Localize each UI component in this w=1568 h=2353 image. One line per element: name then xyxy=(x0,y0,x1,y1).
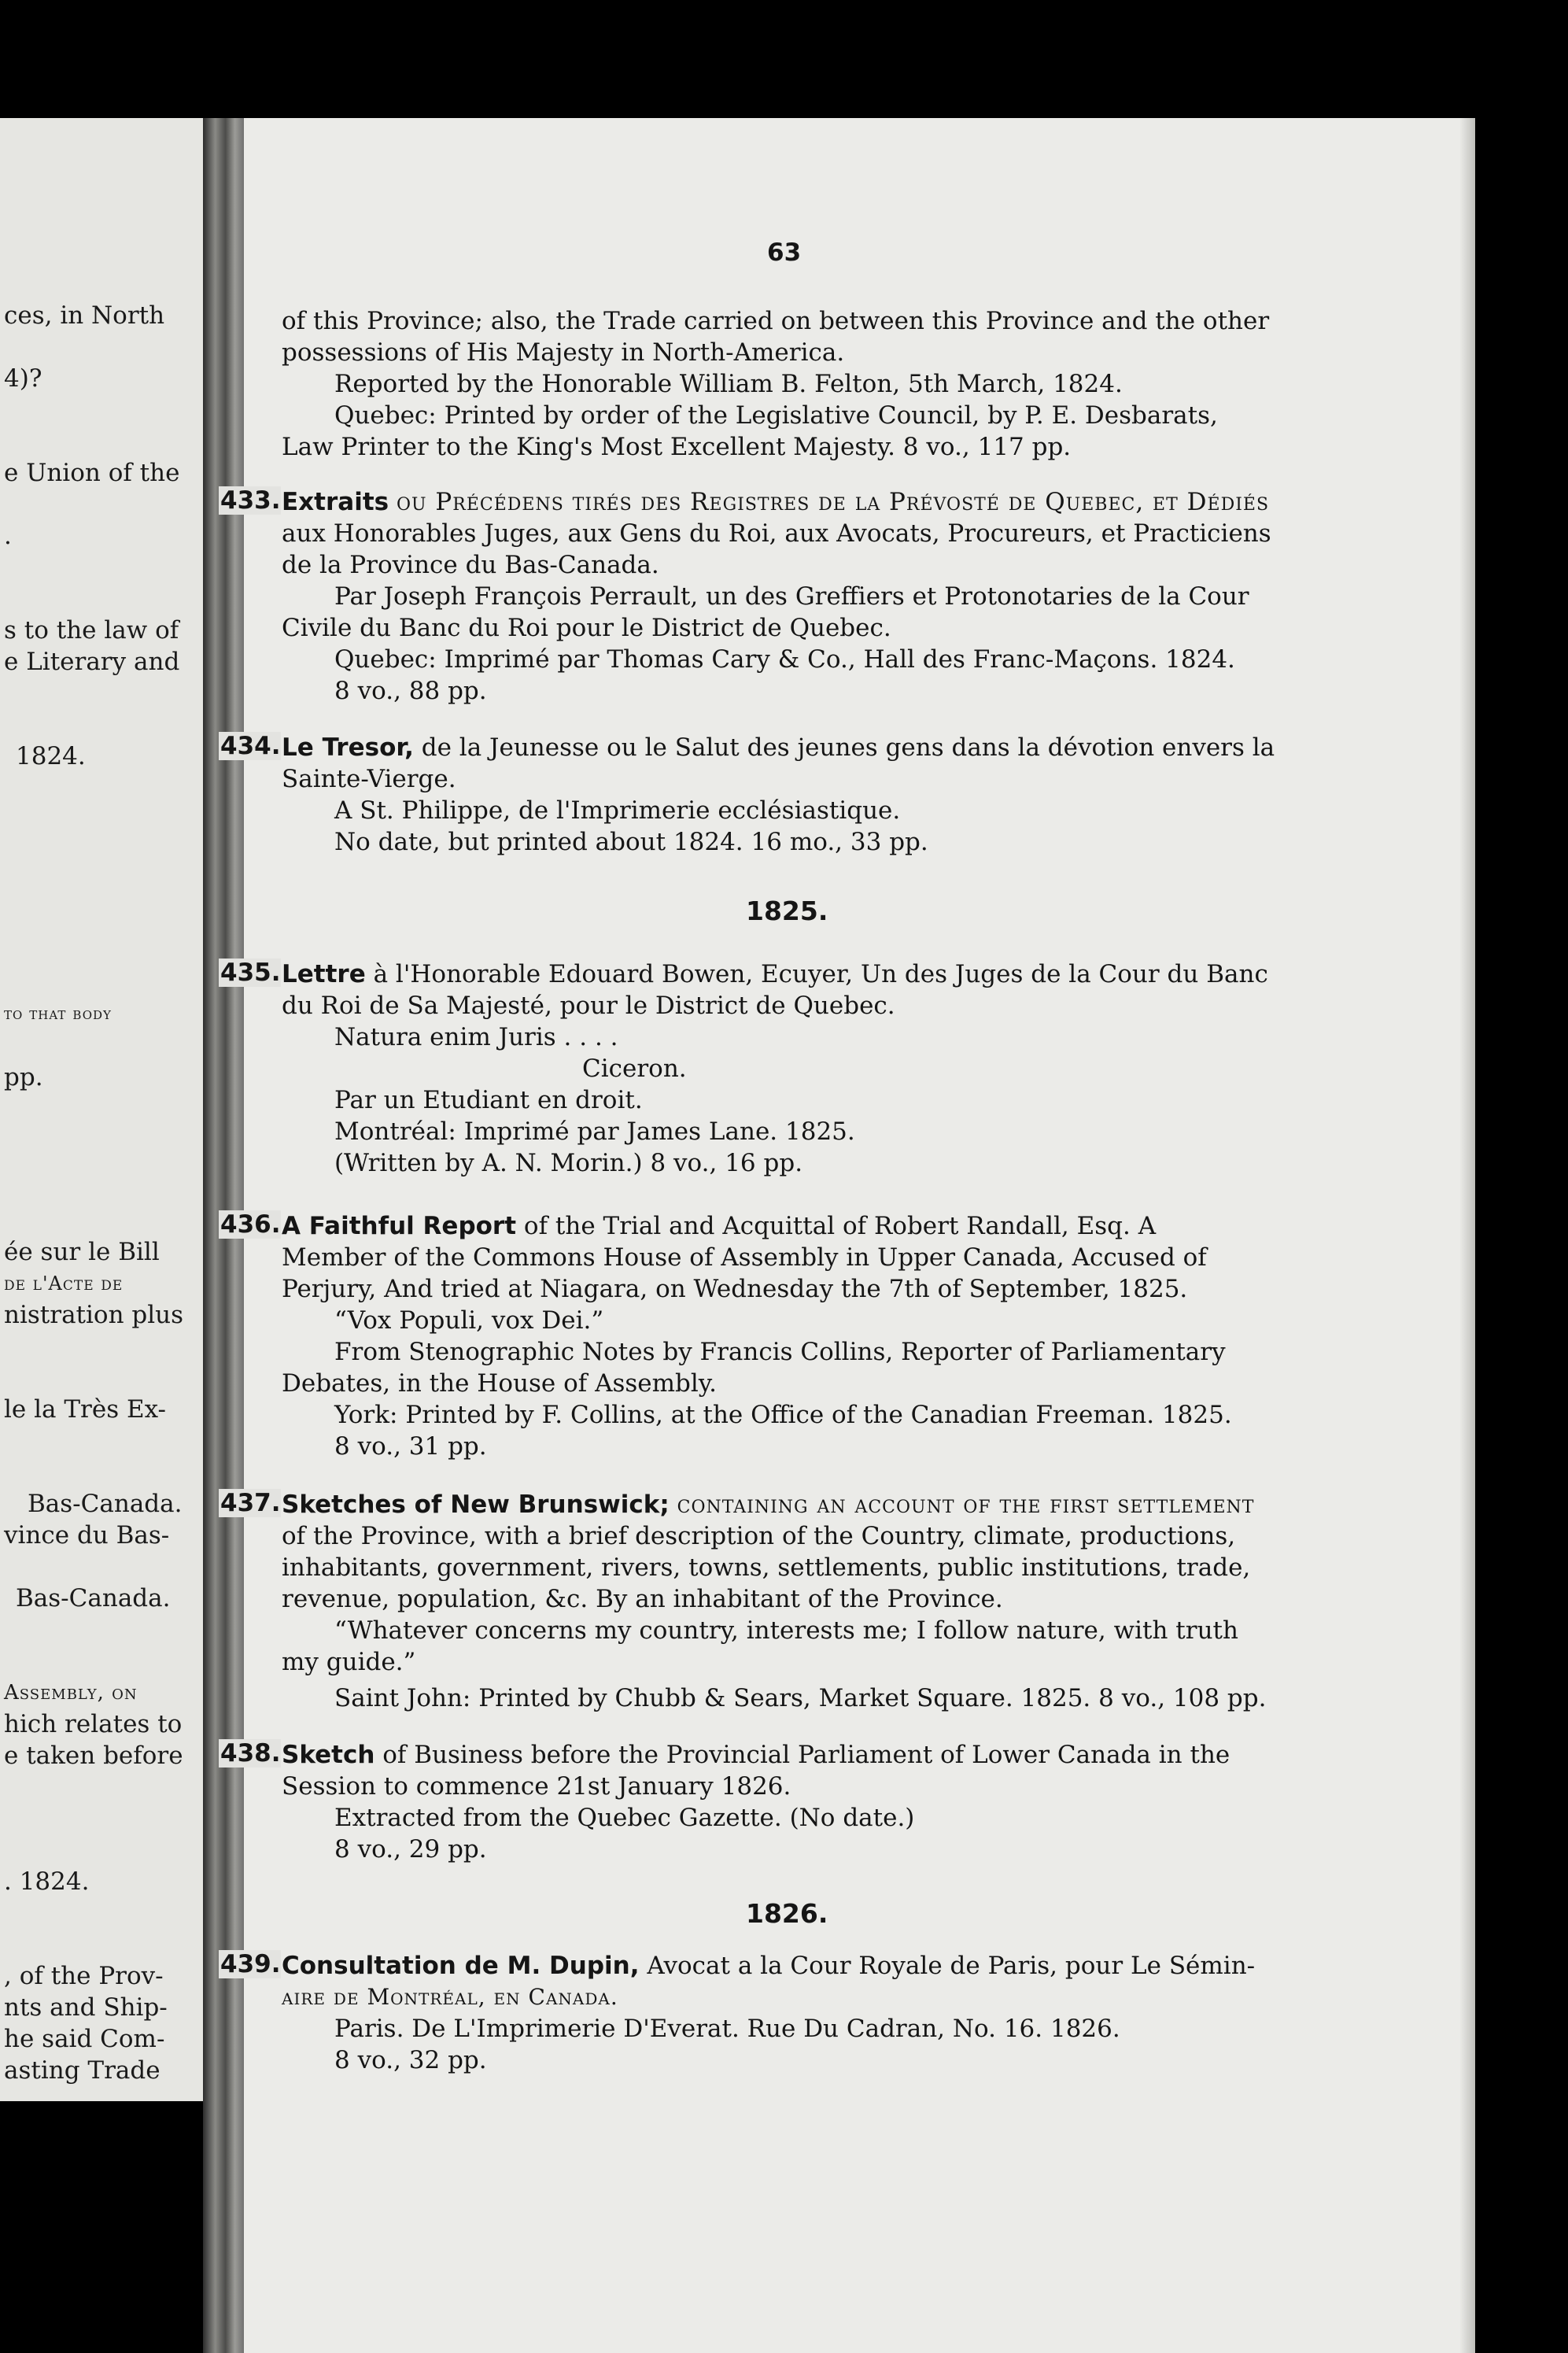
text-line: my guide.” xyxy=(282,1648,416,1676)
text-line: Law Printer to the King's Most Excellent Majesty. 8 vo., 117 pp. xyxy=(282,433,1072,461)
entry-heading xyxy=(282,1489,1254,1520)
entry-title: Lettre xyxy=(282,960,366,988)
entry-heading-text: Avocat a la Cour Royale de Paris, pour Le Sémin- xyxy=(647,1952,1256,1980)
text-line: Paris. De L'Imprimerie D'Everat. Rue Du Cadran, No. 16. 1826. xyxy=(334,2015,1120,2043)
left-line: Bas-Canada. xyxy=(16,1584,171,1612)
page-edge-shadow xyxy=(1459,118,1475,2353)
text-line: (Written by A. N. Morin.) 8 vo., 16 pp. xyxy=(334,1149,803,1177)
entry-heading-text: à l'Honorable Edouard Bowen, Ecuyer, Un des Juges de la Cour du Banc xyxy=(373,960,1268,988)
entry-title: Consultation de M. Dupin, xyxy=(282,1952,640,1980)
text-line: Ciceron. xyxy=(582,1055,687,1083)
entry-heading xyxy=(282,959,1268,990)
left-line: . xyxy=(4,522,12,550)
left-line: e taken before xyxy=(4,1742,183,1770)
text-line: No date, but printed about 1824. 16 mo., 33 pp. xyxy=(334,828,928,856)
text-line: A St. Philippe, de l'Imprimerie ecclésiastique. xyxy=(334,796,901,825)
entry-heading xyxy=(282,486,1269,518)
left-line: le la Très Ex- xyxy=(4,1395,167,1424)
year-heading: 1825. xyxy=(746,896,828,926)
text-line: du Roi de Sa Majesté, pour le District de Quebec. xyxy=(282,992,895,1020)
left-line: ces, in North xyxy=(4,301,165,330)
left-line: asting Trade xyxy=(4,2056,160,2085)
text-line: Montréal: Imprimé par James Lane. 1825. xyxy=(334,1117,855,1146)
left-line: . 1824. xyxy=(4,1867,90,1896)
entry-number: 434. xyxy=(220,732,281,760)
text-line: Par Joseph François Perrault, un des Greffiers et Protonotaries de la Cour xyxy=(334,582,1249,611)
text-line: Natura enim Juris . . . . xyxy=(334,1023,618,1051)
year-heading: 1826. xyxy=(746,1898,828,1929)
text-line: 8 vo., 31 pp. xyxy=(334,1432,487,1461)
text-line: aire de Montréal, en Canada. xyxy=(282,1984,618,2010)
entry-title: Sketch xyxy=(282,1741,375,1769)
entry-title: Extraits xyxy=(282,488,389,516)
entry-heading-text: ou Précédens tirés des Registres de la Prévosté de Quebec, et Dédiés xyxy=(396,488,1270,516)
entry-heading xyxy=(282,1210,1156,1242)
entry-heading-text: of Business before the Provincial Parliament of Lower Canada in the xyxy=(382,1741,1230,1769)
entry-number: 437. xyxy=(220,1489,281,1517)
entry-number: 436. xyxy=(220,1210,281,1239)
text-line: 8 vo., 29 pp. xyxy=(334,1835,487,1864)
left-line: to that body xyxy=(4,1004,112,1024)
left-page-fragment xyxy=(0,118,206,2101)
left-line: hich relates to xyxy=(4,1710,183,1738)
text-line: Reported by the Honorable William B. Felton, 5th March, 1824. xyxy=(334,370,1123,398)
text-line: Civile du Banc du Roi pour le District de Quebec. xyxy=(282,614,891,642)
left-line: Bas-Canada. xyxy=(28,1490,183,1518)
left-line: e Union of the xyxy=(4,459,180,487)
left-line: he said Com- xyxy=(4,2025,165,2053)
left-line: 1824. xyxy=(16,742,86,770)
left-line: , of the Prov- xyxy=(4,1962,164,1990)
text-line: Session to commence 21st January 1826. xyxy=(282,1772,791,1801)
page-number: 63 xyxy=(767,238,802,267)
left-line: pp. xyxy=(4,1063,43,1092)
text-line: possessions of His Majesty in North-America. xyxy=(282,338,845,367)
text-line: de la Province du Bas-Canada. xyxy=(282,551,659,579)
left-line: Assembly, on xyxy=(4,1681,138,1705)
text-line: inhabitants, government, rivers, towns, settlements, public institutions, trade, xyxy=(282,1553,1251,1582)
text-line: 8 vo., 88 pp. xyxy=(334,677,487,705)
entry-title: A Faithful Report xyxy=(282,1212,517,1240)
text-line: Extracted from the Quebec Gazette. (No date.) xyxy=(334,1804,915,1832)
text-line: York: Printed by F. Collins, at the Office of the Canadian Freeman. 1825. xyxy=(334,1401,1232,1429)
text-line: “Whatever concerns my country, interests me; I follow nature, with truth xyxy=(334,1616,1238,1645)
entry-title: Le Tresor, xyxy=(282,733,414,762)
entry-number: 439. xyxy=(220,1950,281,1978)
entry-heading xyxy=(282,732,1275,763)
text-line: Quebec: Printed by order of the Legislative Council, by P. E. Desbarats, xyxy=(334,401,1218,430)
left-line: ée sur le Bill xyxy=(4,1238,160,1266)
left-line: nts and Ship- xyxy=(4,1993,168,2022)
text-line: Sainte-Vierge. xyxy=(282,765,456,793)
entry-number: 433. xyxy=(220,486,281,515)
text-line: of the Province, with a brief description of the Country, climate, productions, xyxy=(282,1522,1236,1550)
entry-heading-text: of the Trial and Acquittal of Robert Randall, Esq. A xyxy=(523,1212,1157,1240)
text-line: “Vox Populi, vox Dei.” xyxy=(334,1306,604,1335)
entry-heading xyxy=(282,1739,1230,1771)
text-line: revenue, population, &c. By an inhabitant of the Province. xyxy=(282,1585,1003,1613)
left-line: s to the law of xyxy=(4,616,179,645)
text-line: Par un Etudiant en droit. xyxy=(334,1086,643,1114)
entry-heading-text: containing an account of the first settlement xyxy=(677,1490,1255,1519)
entry-heading-text: de la Jeunesse ou le Salut des jeunes gens dans la dévotion envers la xyxy=(421,733,1275,762)
left-line: de l'Acte de xyxy=(4,1273,124,1295)
text-line: From Stenographic Notes by Francis Collins, Reporter of Parliamentary xyxy=(334,1338,1226,1366)
text-line: Saint John: Printed by Chubb & Sears, Market Square. 1825. 8 vo., 108 pp. xyxy=(334,1684,1267,1712)
left-line: vince du Bas- xyxy=(4,1521,170,1550)
entry-title: Sketches of New Brunswick; xyxy=(282,1490,670,1519)
entry-number: 435. xyxy=(220,959,281,987)
text-line: aux Honorables Juges, aux Gens du Roi, aux Avocats, Procureurs, et Practiciens xyxy=(282,519,1271,548)
left-line: nistration plus xyxy=(4,1301,184,1329)
left-line: 4)? xyxy=(4,364,42,393)
text-line: of this Province; also, the Trade carried on between this Province and the other xyxy=(282,307,1270,335)
text-line: Perjury, And tried at Niagara, on Wednesday the 7th of September, 1825. xyxy=(282,1275,1188,1303)
text-line: Member of the Commons House of Assembly in Upper Canada, Accused of xyxy=(282,1243,1207,1272)
text-line: Debates, in the House of Assembly. xyxy=(282,1369,718,1398)
left-line: e Literary and xyxy=(4,648,180,676)
entry-number: 438. xyxy=(220,1739,281,1768)
text-line: 8 vo., 32 pp. xyxy=(334,2046,487,2074)
entry-heading xyxy=(282,1950,1255,1982)
text-line: Quebec: Imprimé par Thomas Cary & Co., Hall des Franc-Maçons. 1824. xyxy=(334,645,1235,674)
